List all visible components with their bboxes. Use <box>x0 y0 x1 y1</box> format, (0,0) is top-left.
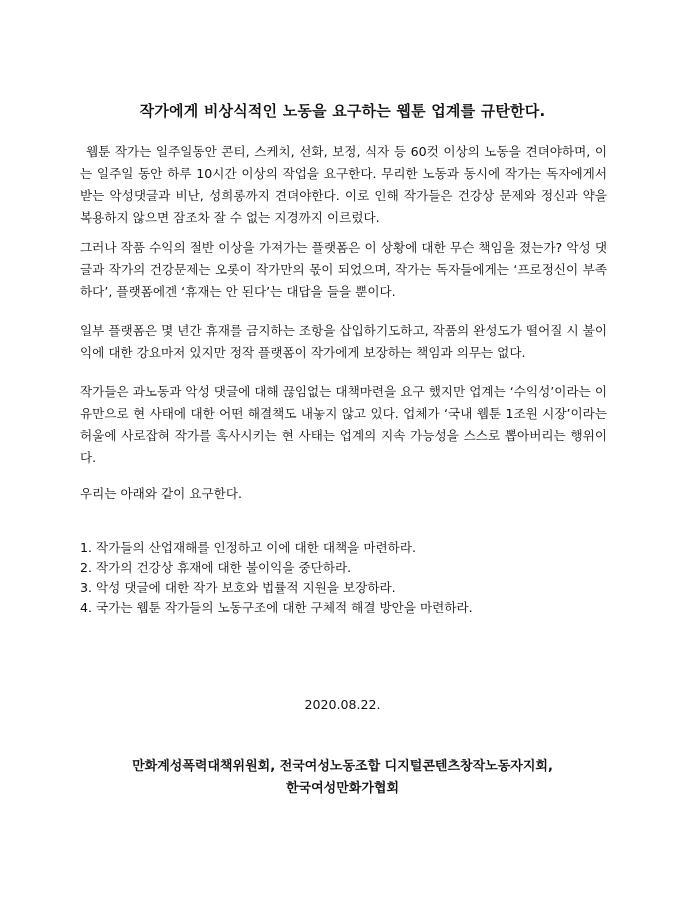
demand-item: 4. 국가는 웹툰 작가들의 노동구조에 대한 구체적 해결 방안을 마련하라. <box>80 600 473 615</box>
demand-item: 2. 작가의 건강상 휴재에 대한 불이익을 중단하라. <box>80 560 352 575</box>
paragraph-working-conditions: 웹툰 작가는 일주일동안 콘티, 스케치, 선화, 보정, 식자 등 60컷 이상의 노동을 견뎌야하며, 이는 일주일 동안 하루 10시간 이상의 작업을 요구한다. 무리한 노동과 동시에 작가는 독자에게서 받는 악성댓글과 비난, 성희롱까지 견뎌야한다. 이로 인해 작가들은 건강상 문제와 정신과 약을 복용하지 않으면 잠조차 잘 수 없는 지경까지 이르렀다. <box>80 144 607 225</box>
paragraph-hiatus-clauses: 일부 플랫폼은 몇 년간 휴재를 금지하는 조항을 삽입하기도하고, 작품의 완성도가 떨어질 시 불이익에 대한 강요마저 있지만 정작 플랫폼이 작가에게 보장하는 책임과 의무는 없다. <box>80 323 607 360</box>
demand-item: 1. 작가들의 산업재해를 인정하고 이에 대한 대책을 마련하라. <box>80 540 417 555</box>
demands-list <box>80 538 607 618</box>
document-title: 작가에게 비상식적인 노동을 요구하는 웹툰 업계를 규탄한다. <box>139 102 546 120</box>
statement-date: 2020.08.22. <box>304 697 381 712</box>
demand-item: 3. 악성 댓글에 대한 작가 보호와 법률적 지원을 보장하라. <box>80 580 396 595</box>
signers-line-1: 만화계성폭력대책위원회, 전국여성노동조합 디지털콘텐츠창작노동자지회, <box>132 759 553 774</box>
paragraph-platform-responsibility: 그러나 작품 수익의 절반 이상을 가져가는 플랫폼은 이 상황에 대한 무슨 책임을 졌는가? 악성 댓글과 작가의 건강문제는 오롯이 작가만의 몫이 되었으며, 작가는 독자들에게는 ‘프로정신이 부족하다’, 플랫폼에겐 ‘휴재는 안 된다’는 대답을 들을 뿐이다. <box>80 240 607 299</box>
signers-block <box>0 756 685 800</box>
paragraph-demands-intro: 우리는 아래와 같이 요구한다. <box>80 486 242 501</box>
signers-line-2: 한국여성만화가협회 <box>285 781 400 796</box>
paragraph-industry-response: 작가들은 과노동과 악성 댓글에 대해 끊임없는 대책마련을 요구 했지만 업계는 ‘수익성’이라는 이유만으로 현 사태에 대한 어떤 해결책도 내놓지 않고 있다. 업체가 ‘국내 웹툰 1조원 시장’이라는 허울에 사로잡혀 작가를 혹사시키는 현 사태는 업계의 지속 가능성을 스스로 뽑아버리는 행위이다. <box>80 384 607 465</box>
